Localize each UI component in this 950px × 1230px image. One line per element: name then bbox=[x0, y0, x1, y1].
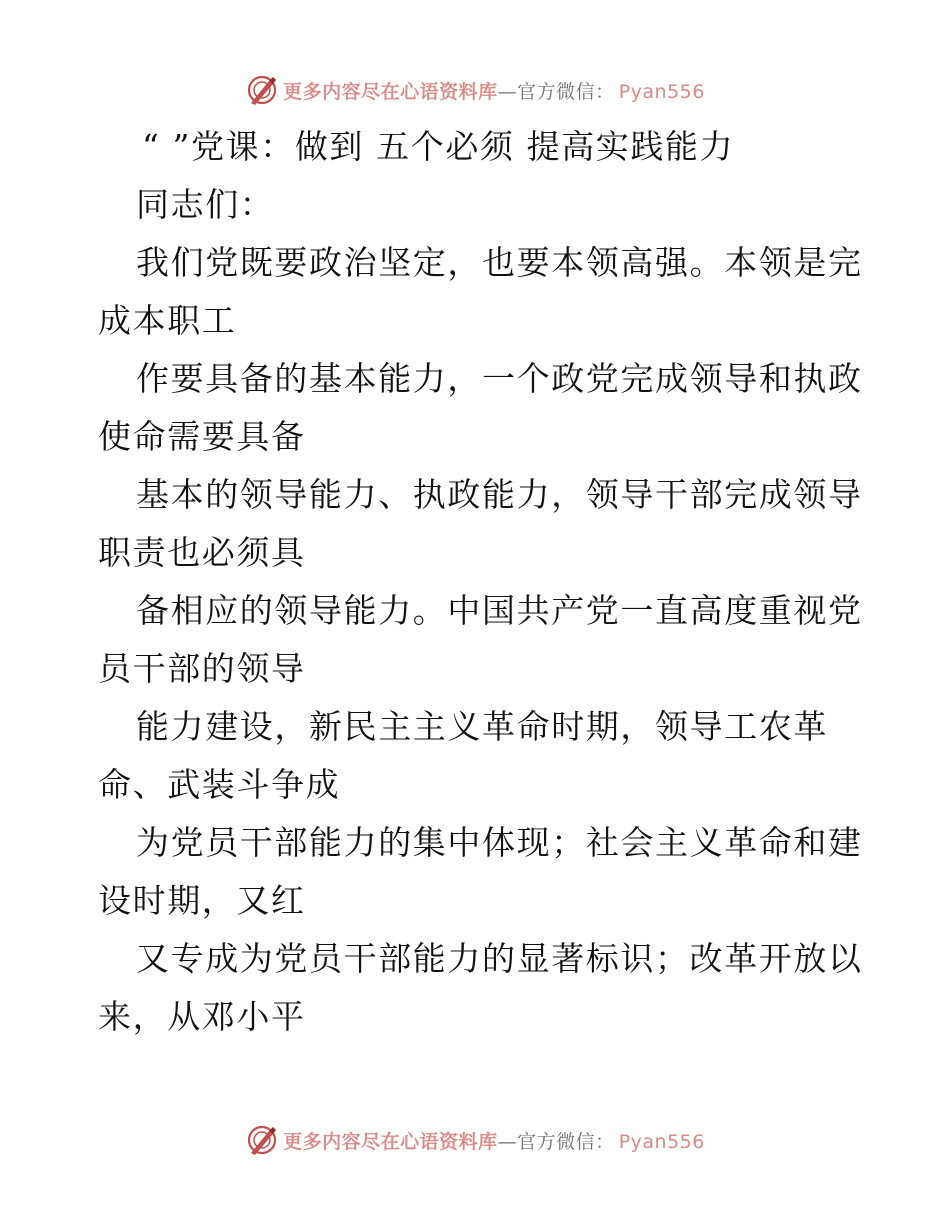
pen-logo-icon bbox=[245, 1123, 279, 1157]
text-line: 我们党既要政治坚定，也要本领高强。本领是完 bbox=[136, 243, 863, 282]
text-line: 备相应的领导能力。中国共产党一直高度重视党 bbox=[136, 591, 863, 630]
text-line: 作要具备的基本能力，一个政党完成领导和执政 bbox=[136, 359, 863, 398]
watermark-main: 更多内容尽在心语资料库 bbox=[283, 80, 498, 103]
text-line: 同志们： bbox=[136, 185, 275, 224]
text-line: 来，从邓小平 bbox=[98, 997, 306, 1036]
watermark-id: Pyan556 bbox=[618, 1130, 705, 1153]
footer-watermark bbox=[0, 1120, 950, 1160]
header-watermark bbox=[0, 70, 950, 110]
document-body bbox=[98, 118, 863, 1046]
watermark-sub: 官方微信： bbox=[517, 80, 615, 103]
watermark-dash: — bbox=[497, 1130, 518, 1153]
document-title: “ ”党课：做到 五个必须 提高实践能力 bbox=[142, 127, 735, 166]
watermark-text bbox=[283, 1127, 705, 1154]
watermark-text bbox=[283, 77, 705, 104]
text-line: 成本职工 bbox=[98, 301, 237, 340]
text-line: 命、武装斗争成 bbox=[98, 765, 341, 804]
text-line: 员干部的领导 bbox=[98, 649, 306, 688]
text-line: 基本的领导能力、执政能力，领导干部完成领导 bbox=[136, 475, 863, 514]
text-line: 职责也必须具 bbox=[98, 533, 306, 572]
text-line: 能力建设，新民主主义革命时期，领导工农革 bbox=[136, 707, 828, 746]
text-line: 为党员干部能力的集中体现；社会主义革命和建 bbox=[136, 823, 863, 862]
watermark-id: Pyan556 bbox=[618, 80, 705, 103]
text-line: 使命需要具备 bbox=[98, 417, 306, 456]
watermark-dash: — bbox=[497, 80, 518, 103]
text-line: 设时期，又红 bbox=[98, 881, 306, 920]
watermark-sub: 官方微信： bbox=[517, 1130, 615, 1153]
watermark-main: 更多内容尽在心语资料库 bbox=[283, 1130, 498, 1153]
pen-logo-icon bbox=[245, 73, 279, 107]
text-line: 又专成为党员干部能力的显著标识；改革开放以 bbox=[136, 939, 863, 978]
